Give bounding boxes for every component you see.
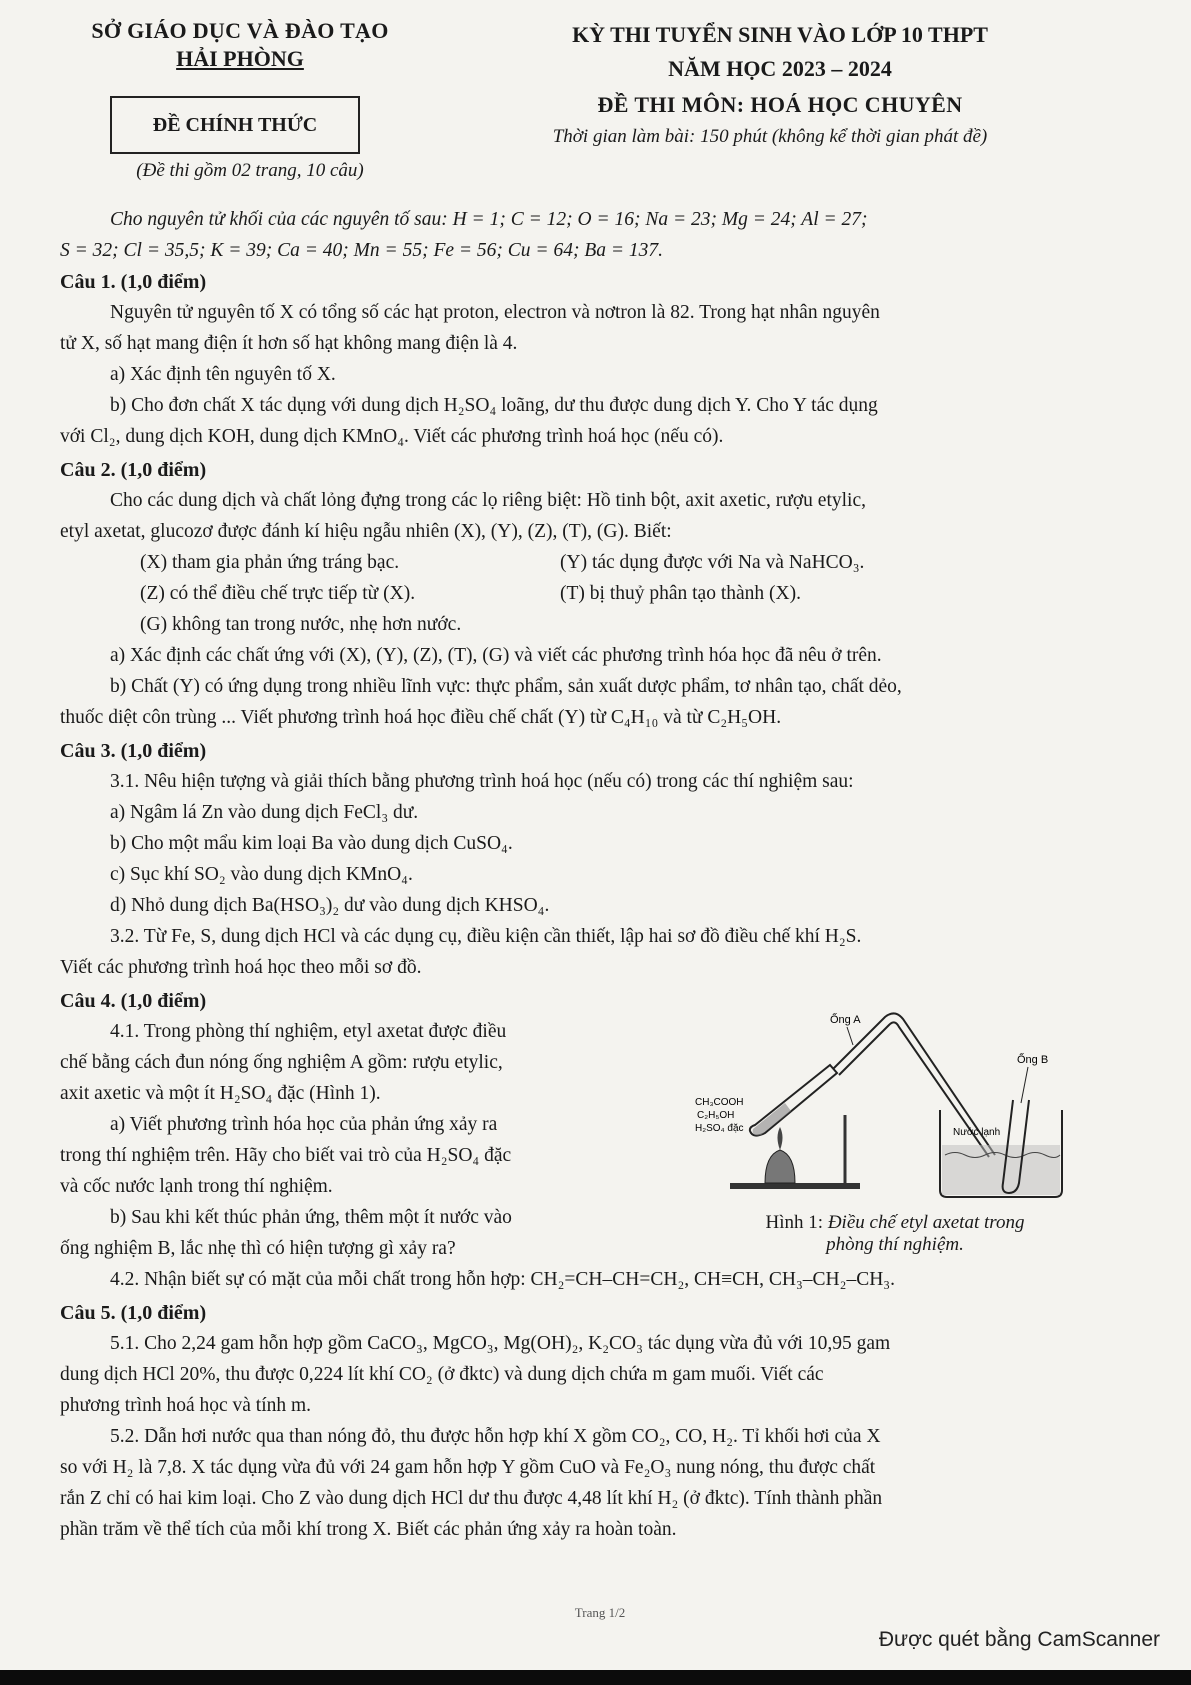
figure-caption-text: Điều chế etyl axetat trong (827, 1212, 1025, 1233)
figure-caption-label: Hình 1: (765, 1212, 824, 1233)
question-2a: a) Xác định các chất ứng với (X), (Y), (Z), (T), (G) và viết các phương trình hóa học đã nêu ở trên. (110, 645, 882, 666)
exam-subject: ĐỀ THI MÔN: HOÁ HỌC CHUYÊN (597, 92, 963, 117)
question-2-text: Cho các dung dịch và chất lỏng đựng trong các lọ riêng biệt: Hồ tinh bột, axit axetic, rượu etylic, (110, 490, 866, 511)
question-4-title: Câu 4. (1,0 điểm) (60, 990, 207, 1012)
condition-y: (Y) tác dụng được với Na và NaHCO₃. (560, 552, 865, 573)
question-1b: với Cl₂, dung dịch KOH, dung dịch KMnO₄. Viết các phương trình hoá học (nếu có). (60, 426, 724, 447)
pointer-line (847, 1027, 853, 1045)
question-3-1a: a) Ngâm lá Zn vào dung dịch FeCl₃ dư. (110, 802, 419, 823)
question-2-text: etyl axetat, glucozơ được đánh kí hiệu ngẫu nhiên (X), (Y), (Z), (T), (G). Biết: (60, 521, 672, 542)
atomic-masses-line-1: Cho nguyên tử khối của các nguyên tố sau: H = 1; C = 12; O = 16; Na = 23; Mg = 24; Al = 27; (110, 209, 868, 230)
question-1-title: Câu 1. (1,0 điểm) (60, 271, 207, 293)
stand-base (730, 1183, 860, 1189)
question-5-2: 5.2. Dẫn hơi nước qua than nóng đỏ, thu được hỗn hợp khí X gồm CO₂, CO, H₂. Tỉ khối hơi của X (110, 1426, 881, 1447)
question-4-1b: b) Sau khi kết thúc phản ứng, thêm một ít nước vào (110, 1207, 512, 1228)
question-1-text: tử X, số hạt mang điện ít hơn số hạt không mang điện là 4. (60, 333, 518, 354)
label-acetic-acid: CH₃COOH (695, 1097, 744, 1108)
label-sulfuric-acid: H₂SO₄ đặc (695, 1123, 744, 1134)
department-name: SỞ GIÁO DỤC VÀ ĐÀO TẠO (91, 18, 389, 43)
question-3-1d: d) Nhỏ dung dịch Ba(HSO₃)₂ dư vào dung dịch KHSO₄. (110, 895, 550, 916)
question-3-1c: c) Sục khí SO₂ vào dung dịch KMnO₄. (110, 864, 413, 885)
question-2b: thuốc diệt côn trùng ... Viết phương trình hoá học điều chế chất (Y) từ C₄H₁₀ và từ C₂H₅OH. (60, 707, 782, 728)
question-3-1b: b) Cho một mẩu kim loại Ba vào dung dịch CuSO₄. (110, 833, 513, 854)
question-5-2: rắn Z chỉ có hai kim loại. Cho Z vào dung dịch HCl dư thu được 4,48 lít khí H₂ (ở đktc). Tính thành phần (60, 1488, 883, 1509)
question-4-1a: và cốc nước lạnh trong thí nghiệm. (60, 1176, 333, 1197)
condition-x: (X) tham gia phản ứng tráng bạc. (140, 552, 400, 573)
question-3-1: 3.1. Nêu hiện tượng và giải thích bằng phương trình hoá học (nếu có) trong các thí nghiệm sau: (110, 771, 854, 792)
question-2-title: Câu 2. (1,0 điểm) (60, 459, 207, 481)
question-4-2: 4.2. Nhận biết sự có mặt của mỗi chất trong hỗn hợp: CH₂=CH–CH=CH₂, CH≡CH, CH₃–CH₂–CH₃. (110, 1269, 895, 1290)
question-4-1: chế bằng cách đun nóng ống nghiệm A gồm: rượu etylic, (60, 1052, 503, 1073)
department-header (60, 18, 420, 72)
question-5-2: so với H₂ là 7,8. X tác dụng vừa đủ với 24 gam hỗn hợp Y gồm CuO và Fe₂O₃ nung nóng, thu được chất (60, 1457, 876, 1478)
condition-z: (Z) có thể điều chế trực tiếp từ (X). (140, 583, 416, 604)
question-3-title: Câu 3. (1,0 điểm) (60, 740, 207, 762)
question-2b: b) Chất (Y) có ứng dụng trong nhiều lĩnh vực: thực phẩm, sản xuất dược phẩm, tơ nhân tạo, chất dẻo, (110, 676, 902, 697)
page-number: Trang 1/2 (574, 1605, 626, 1620)
scan-edge-bar (0, 1670, 1191, 1685)
department-city: HẢI PHÒNG (176, 46, 304, 71)
pages-note: (Đề thi gồm 02 trang, 10 câu) (136, 160, 364, 181)
question-4-1a: trong thí nghiệm trên. Hãy cho biết vai trò của H₂SO₄ đặc (60, 1145, 512, 1166)
atomic-masses-line-2: S = 32; Cl = 35,5; K = 39; Ca = 40; Mn = 55; Fe = 56; Cu = 64; Ba = 137. (60, 240, 664, 261)
question-4-1: 4.1. Trong phòng thí nghiệm, etyl axetat được điều (110, 1021, 507, 1042)
camscanner-watermark: Được quét bằng CamScanner (878, 1628, 1160, 1651)
question-5-1: phương trình hoá học và tính m. (60, 1395, 312, 1416)
question-4-1b: ống nghiệm B, lắc nhẹ thì có hiện tượng gì xảy ra? (60, 1238, 456, 1259)
flame-icon (778, 1127, 783, 1150)
question-1b: b) Cho đơn chất X tác dụng với dung dịch H₂SO₄ loãng, dư thu được dung dịch Y. Cho Y tác dụng (110, 395, 878, 416)
exam-time: Thời gian làm bài: 150 phút (không kể thời gian phát đề) (552, 126, 988, 147)
question-3-2: Viết các phương trình hoá học theo mỗi sơ đồ. (60, 957, 422, 978)
question-5-1: dung dịch HCl 20%, thu được 0,224 lít khí CO₂ (ở đktc) và dung dịch chứa m gam muối. Viết các (60, 1364, 824, 1385)
condition-t: (T) bị thuỷ phân tạo thành (X). (560, 583, 801, 604)
cold-water (942, 1145, 1060, 1195)
pointer-line (1021, 1067, 1028, 1103)
label-cold-water: Nước lạnh (953, 1127, 1001, 1138)
figure-caption-text-2: phòng thí nghiệm. (826, 1234, 964, 1255)
official-exam-box: ĐỀ CHÍNH THỨC (110, 96, 360, 154)
question-5-1: 5.1. Cho 2,24 gam hỗn hợp gồm CaCO₃, MgCO₃, Mg(OH)₂, K₂CO₃ tác dụng vừa đủ với 10,95 gam (110, 1333, 891, 1354)
question-2-conditions (60, 579, 1135, 609)
tube-a-liquid (753, 1103, 791, 1135)
label-tube-a: Ống A (830, 1014, 861, 1026)
exam-name: KỲ THI TUYỂN SINH VÀO LỚP 10 THPT (572, 22, 988, 47)
question-5-2: phần trăm về thể tích của mỗi khí trong X. Biết các phản ứng xảy ra hoàn toàn. (60, 1519, 677, 1540)
burner-icon (765, 1150, 795, 1183)
figure-caption (690, 1212, 1100, 1256)
question-3-2: 3.2. Từ Fe, S, dung dịch HCl và các dụng cụ, điều kiện cần thiết, lập hai sơ đồ điều chế khí H₂S. (110, 926, 862, 947)
label-tube-b: Ống B (1017, 1054, 1049, 1066)
figure-ethyl-acetate-apparatus (695, 1005, 1090, 1210)
question-2-conditions (60, 548, 1135, 578)
question-4-1: axit axetic và một ít H₂SO₄ đặc (Hình 1). (60, 1083, 381, 1104)
question-1-text: Nguyên tử nguyên tố X có tổng số các hạt proton, electron và nơtron là 82. Trong hạt nhân nguyên (110, 302, 880, 323)
label-ethanol: C₂H₅OH (697, 1110, 735, 1121)
question-1a: a) Xác định tên nguyên tố X. (110, 364, 336, 385)
school-year: NĂM HỌC 2023 – 2024 (668, 56, 892, 81)
question-5-title: Câu 5. (1,0 điểm) (60, 1302, 207, 1324)
question-4-1a: a) Viết phương trình hóa học của phản ứng xảy ra (110, 1114, 498, 1135)
exam-header (520, 22, 1040, 82)
condition-g: (G) không tan trong nước, nhẹ hơn nước. (140, 614, 462, 635)
